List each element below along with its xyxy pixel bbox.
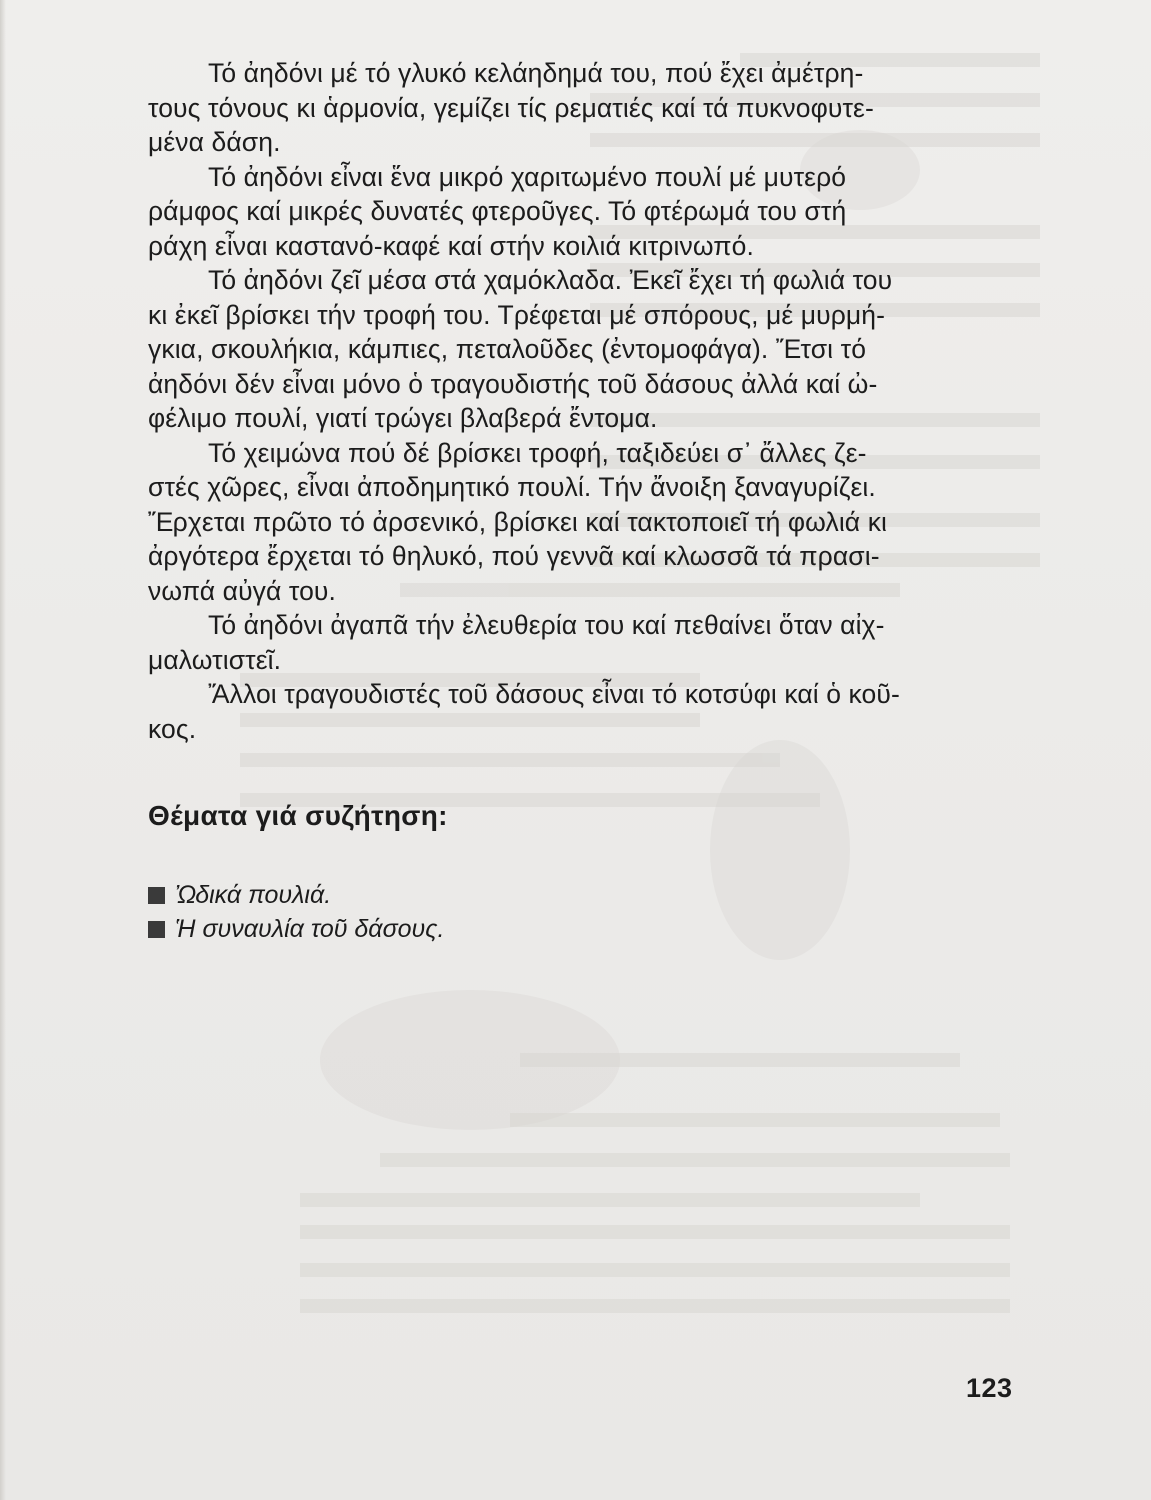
paragraph-habitat: Τό ἀηδόνι ζεῖ μέσα στά χαμόκλαδα. Ἐκεῖ ἔχει τή φωλιά του κι ἐκεῖ βρίσκει τήν τροφή του. Τρέφεται μέ σπόρους, μέ μυρμή- γκια, σκουλήκια, κάμπιες, πεταλοῦδες (ἐντομοφάγα). Ἔτσι τό ἀηδόνι δέν εἶναι μόνο ὁ τραγουδιστής τοῦ δάσους ἀλλά καί ὠ- φέλιμο πουλί, γιατί τρώγει βλαβερά ἔντομα. xyxy=(148,265,893,433)
list-item xyxy=(148,878,444,912)
paragraph-other-singers: Ἄλλοι τραγουδιστές τοῦ δάσους εἶναι τό κοτσύφι καί ὁ κοῦ- κος. xyxy=(148,679,900,744)
paragraph-appearance: Τό ἀηδόνι εἶναι ἕνα μικρό χαριτωμένο πουλί μέ μυτερό ράμφος καί μικρές δυνατές φτεροῦγες. Τό φτέρωμά του στή ράχη εἶναι καστανό-καφέ καί στήν κοιλιά κιτρινωπό. xyxy=(148,161,847,261)
paragraph-intro: Τό ἀηδόνι μέ τό γλυκό κελάηδημά του, πού ἔχει ἀμέτρη- τους τόνους κι ἁρμονία, γεμίζει τίς ρεματιές καί τά πυκνοφυτε- μένα δάση. xyxy=(148,58,874,157)
page-left-edge-shadow xyxy=(0,0,6,1500)
discussion-topics-list xyxy=(148,878,444,946)
page-number: 123 xyxy=(966,1373,1013,1403)
square-bullet-icon xyxy=(148,887,165,904)
discussion-topics-heading: Θέματα γιά συζήτηση: xyxy=(148,800,448,831)
paragraph-freedom: Τό ἀηδόνι ἀγαπᾶ τήν ἐλευθερία του καί πεθαίνει ὅταν αἰχ- μαλωτιστεῖ. xyxy=(148,610,885,675)
paragraph-migration: Τό χειμώνα πού δέ βρίσκει τροφή, ταξιδεύει σ᾽ ἄλλες ζε- στές χῶρες, εἶναι ἀποδημητικό πουλί. Τήν ἄνοιξη ξαναγυρίζει. Ἔρχεται πρῶτο τό ἀρσενικό, βρίσκει καί τακτοποιεῖ τή φωλιά κι ἀργότερα ἔρχεται τό θηλυκό, πού γεννᾶ καί κλωσσᾶ τά πρασι- νωπά αὐγά του. xyxy=(148,437,888,606)
topic-text: Ὠδικά πουλιά. xyxy=(175,881,332,909)
topic-text: Ἡ συναυλία τοῦ δάσους. xyxy=(175,915,445,943)
article-body xyxy=(148,56,1010,746)
list-item xyxy=(148,912,444,946)
square-bullet-icon xyxy=(148,921,165,938)
